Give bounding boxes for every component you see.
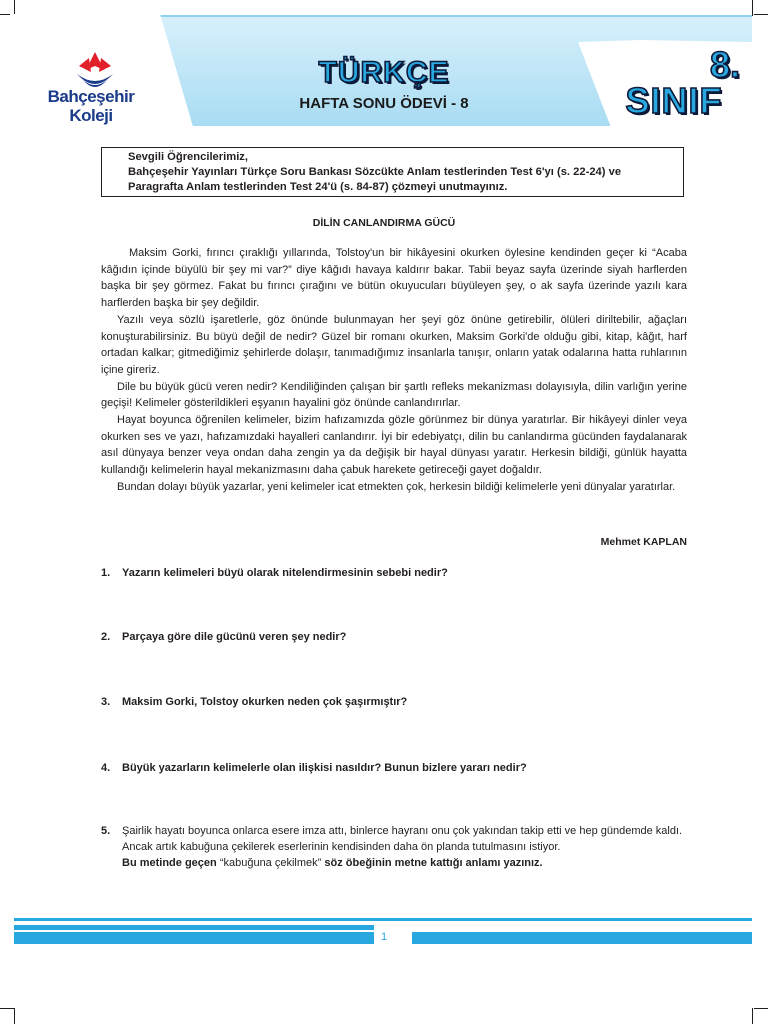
subject-title: TÜRKÇE bbox=[318, 56, 450, 89]
question-prompt-start: Bu metinde geçen bbox=[122, 857, 217, 869]
question-5 bbox=[101, 823, 691, 871]
question-prompt-end: söz öbeğinin metne kattığı anlamı yazınız. bbox=[324, 857, 543, 869]
notice-line: Bahçeşehir Yayınları Türkçe Soru Bankası Sözcükte Anlam testlerinden Test 6'yı (s. 22-24) ve bbox=[128, 166, 622, 178]
passage-paragraph: Dile bu büyük gücü veren nedir? Kendiliğinden çalışan bir şartlı refleks mekanizması dolayısıyla, dilin varlığın yerine geçişi! Kelimeler gösterildikleri eşyanın hayalini göz önünde canlandırırlar. bbox=[101, 380, 687, 410]
crop-mark-bottom-right-h bbox=[754, 1008, 768, 1009]
crop-mark-bottom-right-v bbox=[752, 1008, 753, 1024]
passage-author: Mehmet KAPLAN bbox=[600, 536, 687, 548]
question-prompt-quoted: “kabuğuna çekilmek” bbox=[219, 857, 322, 869]
notice-line: Sevgili Öğrencilerimiz, bbox=[128, 151, 248, 163]
passage-paragraph: Maksim Gorki, fırıncı çıraklığı yıllarında, Tolstoy'un bir hikâyesini okurken öylesine kendinden geçer ki “Acaba kâğıdın içinde büyülü bir şey mi var?” diye kâğıdı havaya kaldırır bakar. Tabii beyaz sayfa üzerinde siyah harflerden başka bir şey görmez. Fakat bu fırıncı çırağını ve bütün okuyucuları büyüleyen şey, o ak sayfa üzerinde yazılı kara harflerden başka bir şey değildir. bbox=[101, 247, 687, 310]
question-number: 4. bbox=[101, 762, 111, 774]
question-text: Maksim Gorki, Tolstoy okurken neden çok şaşırmıştır? bbox=[122, 696, 408, 708]
crop-mark-bottom-left-h bbox=[0, 1008, 14, 1009]
grade-number: 8. bbox=[709, 44, 740, 85]
crop-mark-bottom-left-v bbox=[14, 1008, 15, 1024]
school-name-line2: Koleji bbox=[69, 106, 113, 125]
question-number: 5. bbox=[101, 825, 111, 837]
page-number: 1 bbox=[374, 931, 394, 943]
question-intro: Şairlik hayatı boyunca onlarca esere imza attı, binlerce hayranı onu çok yakından takip etti ve hep gündemde kaldı. Ancak artık kabuğuna çekilerek eserlerinin kendisinden daha ön planda tutulmasını istiyor. bbox=[122, 825, 683, 853]
school-name-line1: Bahçeşehir bbox=[47, 87, 135, 106]
passage-title: DİLİN CANLANDIRMA GÜCÜ bbox=[312, 217, 456, 229]
passage-paragraph: Bundan dolayı büyük yazarlar, yeni kelimeler icat etmekten çok, herkesin bildiği kelimelerle yeni dünyalar yaratırlar. bbox=[117, 480, 676, 493]
question-number: 1. bbox=[101, 567, 111, 579]
question-4 bbox=[101, 760, 691, 776]
footer-stripe-left bbox=[14, 925, 374, 930]
homework-title: HAFTA SONU ÖDEVİ - 8 bbox=[299, 95, 469, 112]
question-prompt bbox=[122, 855, 691, 871]
passage-paragraph: Yazılı veya sözlü işaretlerle, göz önünde bulunmayan her şeyi göz önüne getirebilir, ölüleri diriltebilir, ağaçları konuşturabilirsiniz. Bu büyü değil de nedir? Güzel bir romanı okurken, Maksim Gorki'de olduğu gibi, kitap, kâğıt, harf ortadan kalkar; gitmediğimiz şehirlerde dolaşır, tanımadığımız insanlarla tanışır, onların yatak odalarına hatta ruhlarının içine gireriz. bbox=[101, 313, 687, 376]
question-number: 2. bbox=[101, 631, 111, 643]
question-2 bbox=[101, 629, 691, 645]
question-1 bbox=[101, 565, 691, 581]
footer-stripe-right bbox=[412, 932, 752, 944]
grade-label: SINIF bbox=[625, 80, 723, 121]
passage-paragraph: Hayat boyunca öğrenilen kelimeler, bizim hafızamızda gözle görünmez bir dünya yaratırlar. Bir hikâyeyi dinler veya okurken ses ve yazı, hafızamızdaki hayalleri canlandırır. İyi bir edebiyatçı, dilin bu canlandırma gücünden faydalanarak asıl dünyaya benzer veya ondan daha zengin ya da değişik bir hayal dünyası yaratır. Herkesin bildiği, günlük hayatta kullandığı kelimelerin hayal mekanizmasını daha çabuk harekete getireceği gayet doğaldır. bbox=[101, 414, 687, 477]
question-text: Büyük yazarların kelimelerle olan ilişkisi nasıldır? Bunun bizlere yararı nedir? bbox=[122, 762, 527, 774]
notice-line: Paragrafta Anlam testlerinden Test 24'ü (s. 84-87) çözmeyi unutmayınız. bbox=[128, 181, 508, 193]
passage bbox=[101, 245, 687, 496]
question-text: Yazarın kelimeleri büyü olarak nitelendirmesinin sebebi nedir? bbox=[122, 567, 448, 579]
footer-stripe-left-lower bbox=[14, 932, 374, 944]
footer-stripe-thin bbox=[14, 918, 752, 921]
question-3 bbox=[101, 694, 691, 710]
question-number: 3. bbox=[101, 696, 111, 708]
question-text: Parçaya göre dile gücünü veren şey nedir? bbox=[122, 631, 347, 643]
question-text bbox=[122, 823, 691, 871]
notice-box bbox=[101, 147, 684, 197]
